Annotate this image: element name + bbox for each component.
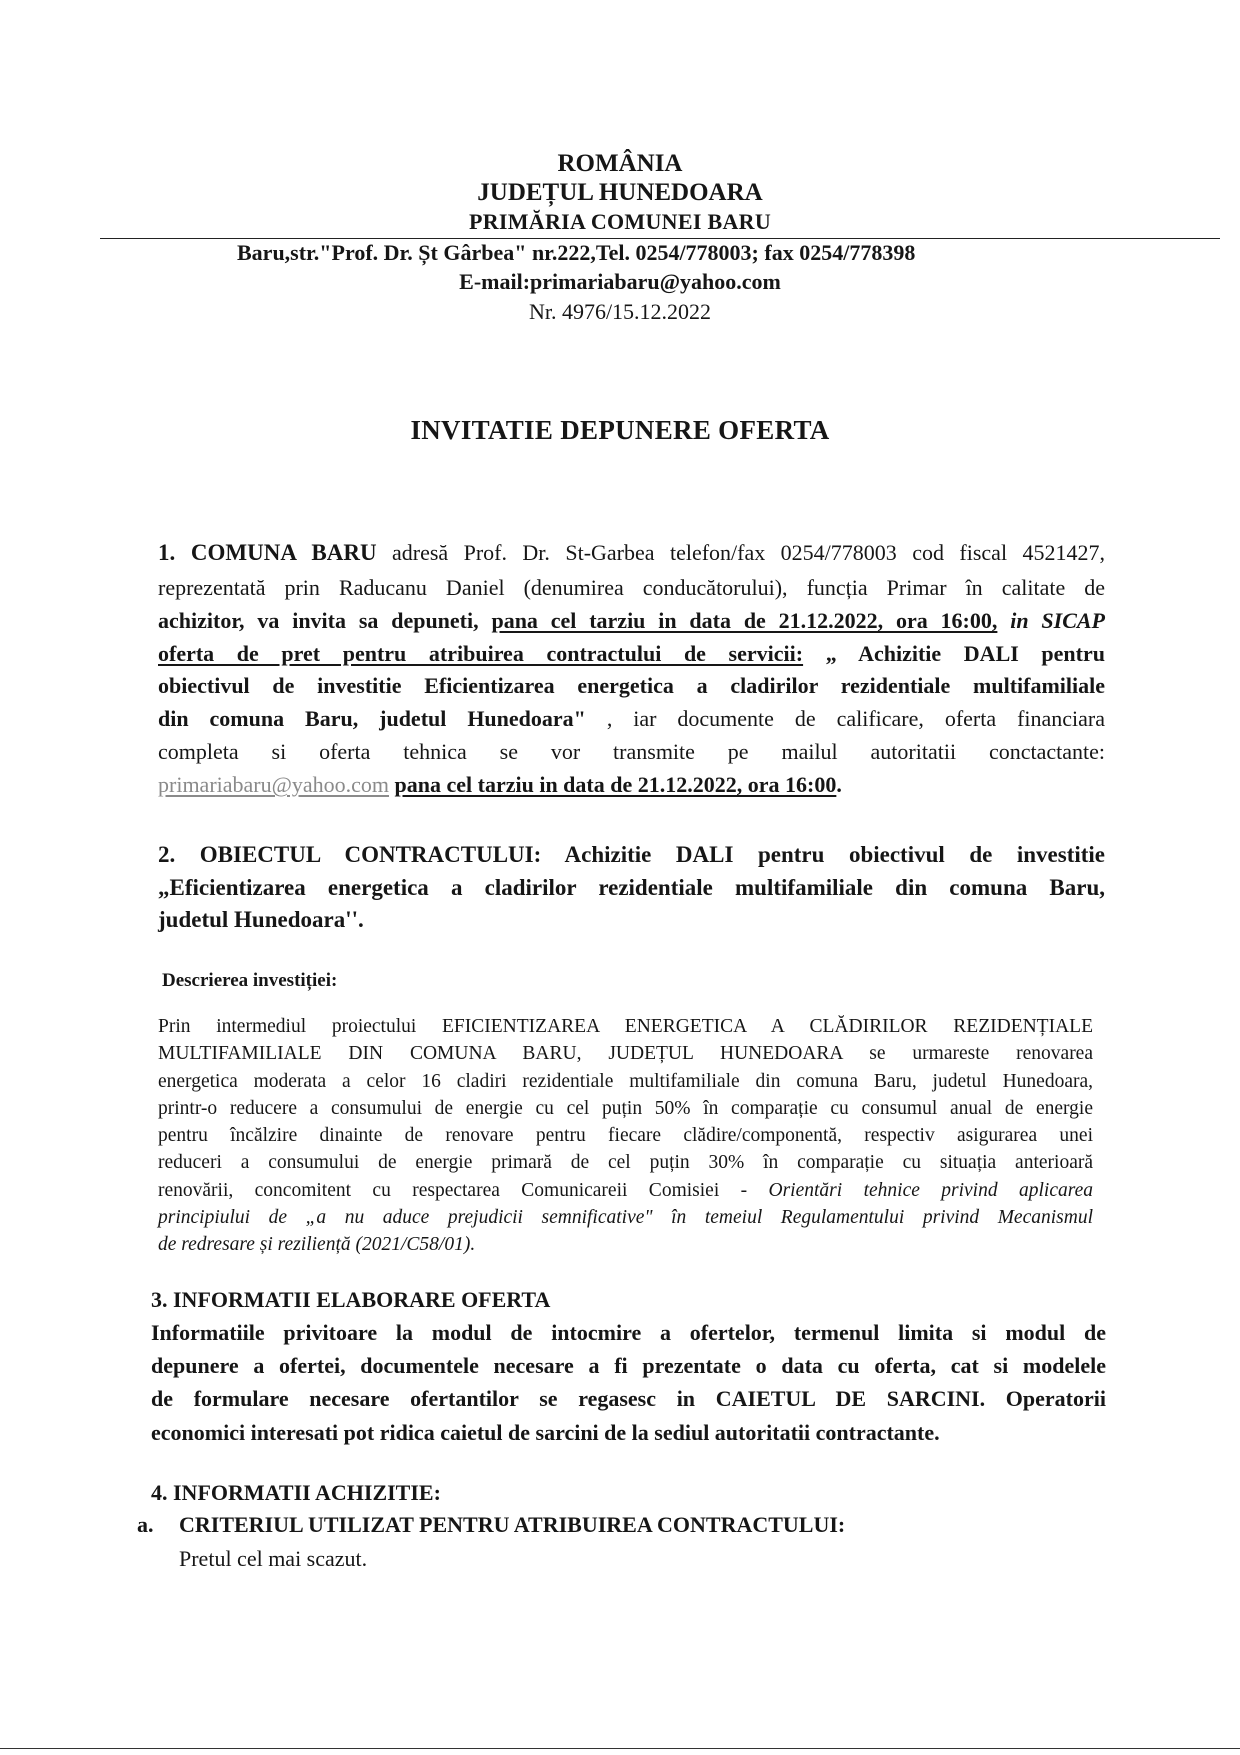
s1-address: adresă Prof. Dr. St-Garbea telefon/fax 0254/778003 cod fiscal 4521427,	[376, 540, 1105, 565]
s1-line-8	[158, 772, 1105, 798]
desc-line-5: pentru încălzire dinainte de renovare pentru fiecare clădire/componentă, respectiv asigurarea unei	[158, 1125, 1093, 1146]
s4-item-a-title: CRITERIUL UTILIZAT PENTRU ATRIBUIREA CONTRACTULUI:	[179, 1512, 846, 1537]
s2-heading: 2. OBIECTUL CONTRACTULUI	[158, 842, 534, 867]
desc-line-1: Prin intermediul proiectului EFICIENTIZAREA ENERGETICA A CLĂDIRILOR REZIDENȚIALE	[158, 1016, 1093, 1037]
header-county: JUDEȚUL HUNEDOARA	[477, 179, 763, 206]
s1-line-2: reprezentată prin Raducanu Daniel (denumirea conducătorului), funcția Primar în calitate de	[158, 575, 1105, 600]
desc-line-9: de redresare și reziliență (2021/C58/01).	[158, 1234, 476, 1255]
s1-line-4	[158, 641, 1105, 667]
header-institution: PRIMĂRIA COMUNEI BARU	[468, 209, 772, 234]
s4-item-a-value: Pretul cel mai scazut.	[179, 1546, 368, 1571]
s3-heading: 3. INFORMATII ELABORARE OFERTA	[151, 1287, 551, 1312]
desc-line-7	[158, 1180, 1093, 1202]
s1-period: .	[836, 772, 842, 797]
s1-line-6	[158, 706, 1105, 732]
s2-object: : Achizitie DALI pentru obiectivul de investitie	[533, 842, 1105, 867]
s1-deadline-2: pana cel tarziu in data de 21.12.2022, ora 16:00	[394, 772, 837, 797]
s4-item-a-label: a.	[137, 1512, 154, 1537]
s1-line-3	[158, 608, 1105, 634]
s2-line-3: judetul Hunedoara''.	[158, 907, 364, 932]
page-title: INVITATIE DEPUNERE OFERTA	[410, 415, 830, 445]
s4-heading: 4. INFORMATII ACHIZITIE:	[151, 1480, 441, 1505]
desc-line-4: printr-o reducere a consumului de energie cu cel puțin 50% în comparație cu consumul anual de energie	[158, 1098, 1093, 1119]
header-rule	[100, 238, 1220, 239]
s3-line-1: Informatiile privitoare la modul de intocmire a ofertelor, termenul limita si modul de	[151, 1320, 1106, 1345]
s3-line-4: economici interesati pot ridica caietul de sarcini de la sediul autoritatii contractante.	[151, 1420, 940, 1445]
header-reg-number: Nr. 4976/15.12.2022	[528, 299, 712, 324]
desc-compliance: renovării, concomitent cu respectarea Comunicareii Comisiei -	[158, 1180, 769, 1201]
desc-line-8: principiului de „a nu aduce prejudicii semnificative" în temeiul Regulamentului privind Mecanismul	[158, 1207, 1093, 1228]
s2-line-2: „Eficientizarea energetica a cladirilor rezidentiale multifamiliale din comuna Baru,	[158, 875, 1105, 900]
s1-email-link[interactable]: primariabaru@yahoo.com	[158, 772, 390, 797]
desc-line-2: MULTIFAMILIALE DIN COMUNA BARU, JUDEȚUL HUNEDOARA se urmareste renovarea	[158, 1043, 1093, 1064]
s1-entity: 1. COMUNA BARU	[158, 540, 377, 565]
s1-offer-subject: oferta de pret pentru atribuirea contractului de servicii:	[158, 641, 804, 666]
s1-line-7: completa si oferta tehnica se vor transmite pe mailul autoritatii conctactante:	[158, 739, 1105, 764]
header-country: ROMÂNIA	[557, 150, 683, 177]
s3-line-2: depunere a ofertei, documentele necesare a fi prezentate o data cu oferta, cat si modelele	[151, 1353, 1106, 1378]
s1-location: din comuna Baru, judetul Hunedoara"	[158, 706, 586, 731]
s1-line-5: obiectivul de investitie Eficientizarea energetica a cladirilor rezidentiale multifamiliale	[158, 673, 1105, 698]
s3-line-3: de formulare necesare ofertantilor se regasesc in CAIETUL DE SARCINI. Operatorii	[151, 1386, 1106, 1411]
s1-invite: achizitor, va invita sa depuneti,	[158, 608, 492, 633]
s1-documents: , iar documente de calificare, oferta financiara	[585, 706, 1106, 731]
desc-line-6: reduceri a consumului de energie primară de cel puțin 30% în comparație cu situația anterioară	[158, 1152, 1093, 1173]
s1-deadline: pana cel tarziu in data de 21.12.2022, ora 16:00,	[491, 608, 998, 633]
s1-sicap: in SICAP	[997, 608, 1105, 633]
footer-rule	[0, 1748, 1240, 1749]
desc-guidelines: Orientări tehnice privind aplicarea	[768, 1180, 1093, 1201]
desc-heading: Descrierea investiției:	[162, 970, 338, 991]
header-address: Baru,str."Prof. Dr. Șt Gârbea" nr.222,Tel. 0254/778003; fax 0254/778398	[237, 240, 916, 265]
desc-line-3: energetica moderata a celor 16 cladiri rezidentiale multifamiliale din comuna Baru, judetul Hunedoara,	[158, 1071, 1093, 1092]
s1-line-1	[158, 540, 1105, 566]
header-email: E-mail:primariabaru@yahoo.com	[459, 269, 781, 294]
s2-line-1	[158, 842, 1105, 868]
s1-dali: „ Achizitie DALI pentru	[803, 641, 1105, 666]
